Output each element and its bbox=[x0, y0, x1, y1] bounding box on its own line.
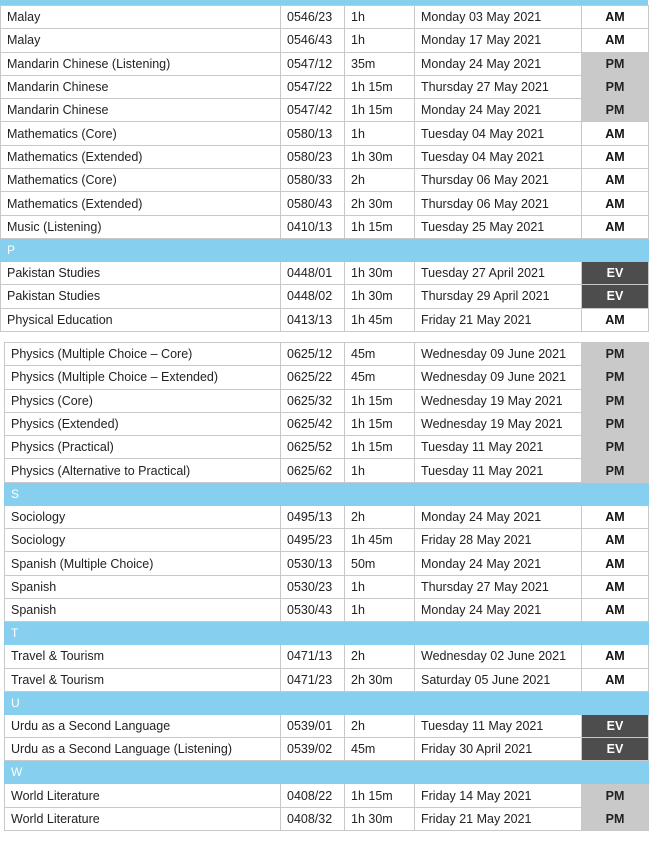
table-row bbox=[1, 99, 649, 122]
table-row bbox=[5, 738, 649, 761]
subject-cell: Physics (Alternative to Practical) bbox=[5, 459, 281, 482]
duration-cell: 2h bbox=[345, 714, 415, 737]
session-cell: AM bbox=[582, 169, 649, 192]
subject-cell: Travel & Tourism bbox=[5, 645, 281, 668]
session-cell: AM bbox=[582, 598, 649, 621]
duration-cell: 1h 45m bbox=[345, 529, 415, 552]
component-code-cell: 0410/13 bbox=[281, 215, 345, 238]
table-row bbox=[5, 505, 649, 528]
section-header-row bbox=[1, 238, 649, 261]
session-cell: AM bbox=[582, 505, 649, 528]
session-cell: AM bbox=[582, 145, 649, 168]
duration-cell: 1h bbox=[345, 575, 415, 598]
subject-cell: Malay bbox=[1, 29, 281, 52]
subject-cell: Spanish (Multiple Choice) bbox=[5, 552, 281, 575]
subject-cell: Physics (Core) bbox=[5, 389, 281, 412]
section-letter: P bbox=[1, 238, 649, 261]
session-cell: AM bbox=[582, 215, 649, 238]
duration-cell: 35m bbox=[345, 52, 415, 75]
subject-cell: Sociology bbox=[5, 529, 281, 552]
table-row bbox=[1, 308, 649, 331]
component-code-cell: 0539/01 bbox=[281, 714, 345, 737]
component-code-cell: 0625/12 bbox=[281, 343, 345, 366]
subject-cell: Music (Listening) bbox=[1, 215, 281, 238]
session-cell: PM bbox=[582, 389, 649, 412]
component-code-cell: 0471/23 bbox=[281, 668, 345, 691]
session-cell: AM bbox=[582, 552, 649, 575]
date-cell: Tuesday 04 May 2021 bbox=[415, 122, 582, 145]
subject-cell: Mandarin Chinese bbox=[1, 99, 281, 122]
duration-cell: 1h 15m bbox=[345, 215, 415, 238]
subject-cell: Urdu as a Second Language (Listening) bbox=[5, 738, 281, 761]
component-code-cell: 0530/13 bbox=[281, 552, 345, 575]
date-cell: Friday 21 May 2021 bbox=[415, 807, 582, 830]
date-cell: Monday 24 May 2021 bbox=[415, 52, 582, 75]
table-row bbox=[5, 552, 649, 575]
subject-cell: World Literature bbox=[5, 784, 281, 807]
duration-cell: 45m bbox=[345, 343, 415, 366]
session-cell: AM bbox=[582, 308, 649, 331]
table-row bbox=[5, 529, 649, 552]
session-cell: PM bbox=[582, 75, 649, 98]
session-cell: AM bbox=[582, 668, 649, 691]
table-row bbox=[1, 261, 649, 284]
component-code-cell: 0546/23 bbox=[281, 6, 345, 29]
table-row bbox=[5, 575, 649, 598]
duration-cell: 1h 45m bbox=[345, 308, 415, 331]
session-cell: PM bbox=[582, 784, 649, 807]
duration-cell: 1h 30m bbox=[345, 261, 415, 284]
duration-cell: 1h bbox=[345, 598, 415, 621]
date-cell: Tuesday 27 April 2021 bbox=[415, 261, 582, 284]
duration-cell: 1h bbox=[345, 29, 415, 52]
duration-cell: 1h 30m bbox=[345, 807, 415, 830]
duration-cell: 1h bbox=[345, 122, 415, 145]
duration-cell: 2h 30m bbox=[345, 192, 415, 215]
table-row bbox=[1, 75, 649, 98]
component-code-cell: 0413/13 bbox=[281, 308, 345, 331]
duration-cell: 1h bbox=[345, 6, 415, 29]
date-cell: Monday 24 May 2021 bbox=[415, 598, 582, 621]
section-header-row bbox=[5, 761, 649, 784]
subject-cell: Mandarin Chinese bbox=[1, 75, 281, 98]
duration-cell: 45m bbox=[345, 738, 415, 761]
date-cell: Tuesday 25 May 2021 bbox=[415, 215, 582, 238]
component-code-cell: 0580/43 bbox=[281, 192, 345, 215]
table-row bbox=[5, 343, 649, 366]
subject-cell: Physics (Multiple Choice – Core) bbox=[5, 343, 281, 366]
table-row bbox=[5, 645, 649, 668]
table-row bbox=[5, 598, 649, 621]
table-row bbox=[5, 784, 649, 807]
section-letter: U bbox=[5, 691, 649, 714]
section-header-row bbox=[5, 622, 649, 645]
date-cell: Wednesday 09 June 2021 bbox=[415, 366, 582, 389]
date-cell: Thursday 27 May 2021 bbox=[415, 75, 582, 98]
duration-cell: 2h bbox=[345, 645, 415, 668]
date-cell: Tuesday 11 May 2021 bbox=[415, 436, 582, 459]
session-cell: AM bbox=[582, 529, 649, 552]
date-cell: Saturday 05 June 2021 bbox=[415, 668, 582, 691]
component-code-cell: 0547/42 bbox=[281, 99, 345, 122]
date-cell: Monday 24 May 2021 bbox=[415, 99, 582, 122]
subject-cell: Travel & Tourism bbox=[5, 668, 281, 691]
duration-cell: 2h bbox=[345, 169, 415, 192]
session-cell: PM bbox=[582, 412, 649, 435]
session-cell: PM bbox=[582, 99, 649, 122]
date-cell: Wednesday 19 May 2021 bbox=[415, 389, 582, 412]
subject-cell: Urdu as a Second Language bbox=[5, 714, 281, 737]
component-code-cell: 0448/02 bbox=[281, 285, 345, 308]
subject-cell: Malay bbox=[1, 6, 281, 29]
duration-cell: 1h 30m bbox=[345, 285, 415, 308]
duration-cell: 2h bbox=[345, 505, 415, 528]
timetable-block-2 bbox=[4, 342, 649, 831]
component-code-cell: 0625/52 bbox=[281, 436, 345, 459]
date-cell: Monday 24 May 2021 bbox=[415, 505, 582, 528]
component-code-cell: 0547/22 bbox=[281, 75, 345, 98]
table-row bbox=[1, 169, 649, 192]
component-code-cell: 0580/33 bbox=[281, 169, 345, 192]
component-code-cell: 0546/43 bbox=[281, 29, 345, 52]
session-cell: EV bbox=[582, 261, 649, 284]
date-cell: Tuesday 11 May 2021 bbox=[415, 714, 582, 737]
duration-cell: 1h 15m bbox=[345, 99, 415, 122]
section-letter: W bbox=[5, 761, 649, 784]
component-code-cell: 0495/13 bbox=[281, 505, 345, 528]
date-cell: Monday 17 May 2021 bbox=[415, 29, 582, 52]
component-code-cell: 0530/43 bbox=[281, 598, 345, 621]
session-cell: PM bbox=[582, 52, 649, 75]
subject-cell: Sociology bbox=[5, 505, 281, 528]
subject-cell: Physical Education bbox=[1, 308, 281, 331]
duration-cell: 45m bbox=[345, 366, 415, 389]
section-header-row bbox=[5, 482, 649, 505]
subject-cell: Mandarin Chinese (Listening) bbox=[1, 52, 281, 75]
date-cell: Wednesday 09 June 2021 bbox=[415, 343, 582, 366]
date-cell: Thursday 06 May 2021 bbox=[415, 169, 582, 192]
table-row bbox=[1, 192, 649, 215]
component-code-cell: 0580/23 bbox=[281, 145, 345, 168]
table-row bbox=[5, 389, 649, 412]
duration-cell: 1h bbox=[345, 459, 415, 482]
session-cell: EV bbox=[582, 714, 649, 737]
table-row bbox=[5, 807, 649, 830]
table-row bbox=[1, 215, 649, 238]
table-row bbox=[1, 122, 649, 145]
table-row bbox=[5, 714, 649, 737]
date-cell: Friday 21 May 2021 bbox=[415, 308, 582, 331]
section-letter: S bbox=[5, 482, 649, 505]
component-code-cell: 0408/32 bbox=[281, 807, 345, 830]
subject-cell: World Literature bbox=[5, 807, 281, 830]
session-cell: AM bbox=[582, 6, 649, 29]
component-code-cell: 0408/22 bbox=[281, 784, 345, 807]
subject-cell: Physics (Multiple Choice – Extended) bbox=[5, 366, 281, 389]
table-row bbox=[1, 285, 649, 308]
date-cell: Tuesday 11 May 2021 bbox=[415, 459, 582, 482]
date-cell: Thursday 29 April 2021 bbox=[415, 285, 582, 308]
session-cell: AM bbox=[582, 122, 649, 145]
session-cell: AM bbox=[582, 645, 649, 668]
duration-cell: 1h 15m bbox=[345, 412, 415, 435]
session-cell: PM bbox=[582, 366, 649, 389]
subject-cell: Physics (Practical) bbox=[5, 436, 281, 459]
section-letter: T bbox=[5, 622, 649, 645]
date-cell: Friday 28 May 2021 bbox=[415, 529, 582, 552]
table-row bbox=[5, 436, 649, 459]
subject-cell: Pakistan Studies bbox=[1, 285, 281, 308]
duration-cell: 1h 15m bbox=[345, 436, 415, 459]
component-code-cell: 0625/32 bbox=[281, 389, 345, 412]
table-row bbox=[5, 668, 649, 691]
component-code-cell: 0448/01 bbox=[281, 261, 345, 284]
session-cell: AM bbox=[582, 575, 649, 598]
table-row bbox=[5, 366, 649, 389]
date-cell: Monday 24 May 2021 bbox=[415, 552, 582, 575]
session-cell: AM bbox=[582, 192, 649, 215]
date-cell: Tuesday 04 May 2021 bbox=[415, 145, 582, 168]
session-cell: AM bbox=[582, 29, 649, 52]
duration-cell: 1h 15m bbox=[345, 75, 415, 98]
component-code-cell: 0625/62 bbox=[281, 459, 345, 482]
date-cell: Friday 14 May 2021 bbox=[415, 784, 582, 807]
table-row bbox=[5, 459, 649, 482]
component-code-cell: 0625/22 bbox=[281, 366, 345, 389]
table-row bbox=[5, 412, 649, 435]
session-cell: PM bbox=[582, 436, 649, 459]
subject-cell: Mathematics (Core) bbox=[1, 169, 281, 192]
date-cell: Thursday 06 May 2021 bbox=[415, 192, 582, 215]
subject-cell: Spanish bbox=[5, 598, 281, 621]
duration-cell: 1h 15m bbox=[345, 389, 415, 412]
table-row bbox=[1, 52, 649, 75]
session-cell: EV bbox=[582, 738, 649, 761]
duration-cell: 50m bbox=[345, 552, 415, 575]
session-cell: EV bbox=[582, 285, 649, 308]
date-cell: Wednesday 19 May 2021 bbox=[415, 412, 582, 435]
duration-cell: 2h 30m bbox=[345, 668, 415, 691]
date-cell: Friday 30 April 2021 bbox=[415, 738, 582, 761]
component-code-cell: 0495/23 bbox=[281, 529, 345, 552]
duration-cell: 1h 15m bbox=[345, 784, 415, 807]
subject-cell: Mathematics (Extended) bbox=[1, 145, 281, 168]
component-code-cell: 0539/02 bbox=[281, 738, 345, 761]
table-row bbox=[1, 29, 649, 52]
table-row bbox=[1, 6, 649, 29]
session-cell: PM bbox=[582, 807, 649, 830]
table-row bbox=[1, 145, 649, 168]
timetable-block-1 bbox=[0, 5, 649, 332]
session-cell: PM bbox=[582, 343, 649, 366]
component-code-cell: 0530/23 bbox=[281, 575, 345, 598]
component-code-cell: 0471/13 bbox=[281, 645, 345, 668]
date-cell: Monday 03 May 2021 bbox=[415, 6, 582, 29]
subject-cell: Spanish bbox=[5, 575, 281, 598]
component-code-cell: 0625/42 bbox=[281, 412, 345, 435]
subject-cell: Pakistan Studies bbox=[1, 261, 281, 284]
session-cell: PM bbox=[582, 459, 649, 482]
date-cell: Wednesday 02 June 2021 bbox=[415, 645, 582, 668]
date-cell: Thursday 27 May 2021 bbox=[415, 575, 582, 598]
duration-cell: 1h 30m bbox=[345, 145, 415, 168]
component-code-cell: 0547/12 bbox=[281, 52, 345, 75]
subject-cell: Physics (Extended) bbox=[5, 412, 281, 435]
component-code-cell: 0580/13 bbox=[281, 122, 345, 145]
subject-cell: Mathematics (Core) bbox=[1, 122, 281, 145]
section-header-row bbox=[5, 691, 649, 714]
subject-cell: Mathematics (Extended) bbox=[1, 192, 281, 215]
